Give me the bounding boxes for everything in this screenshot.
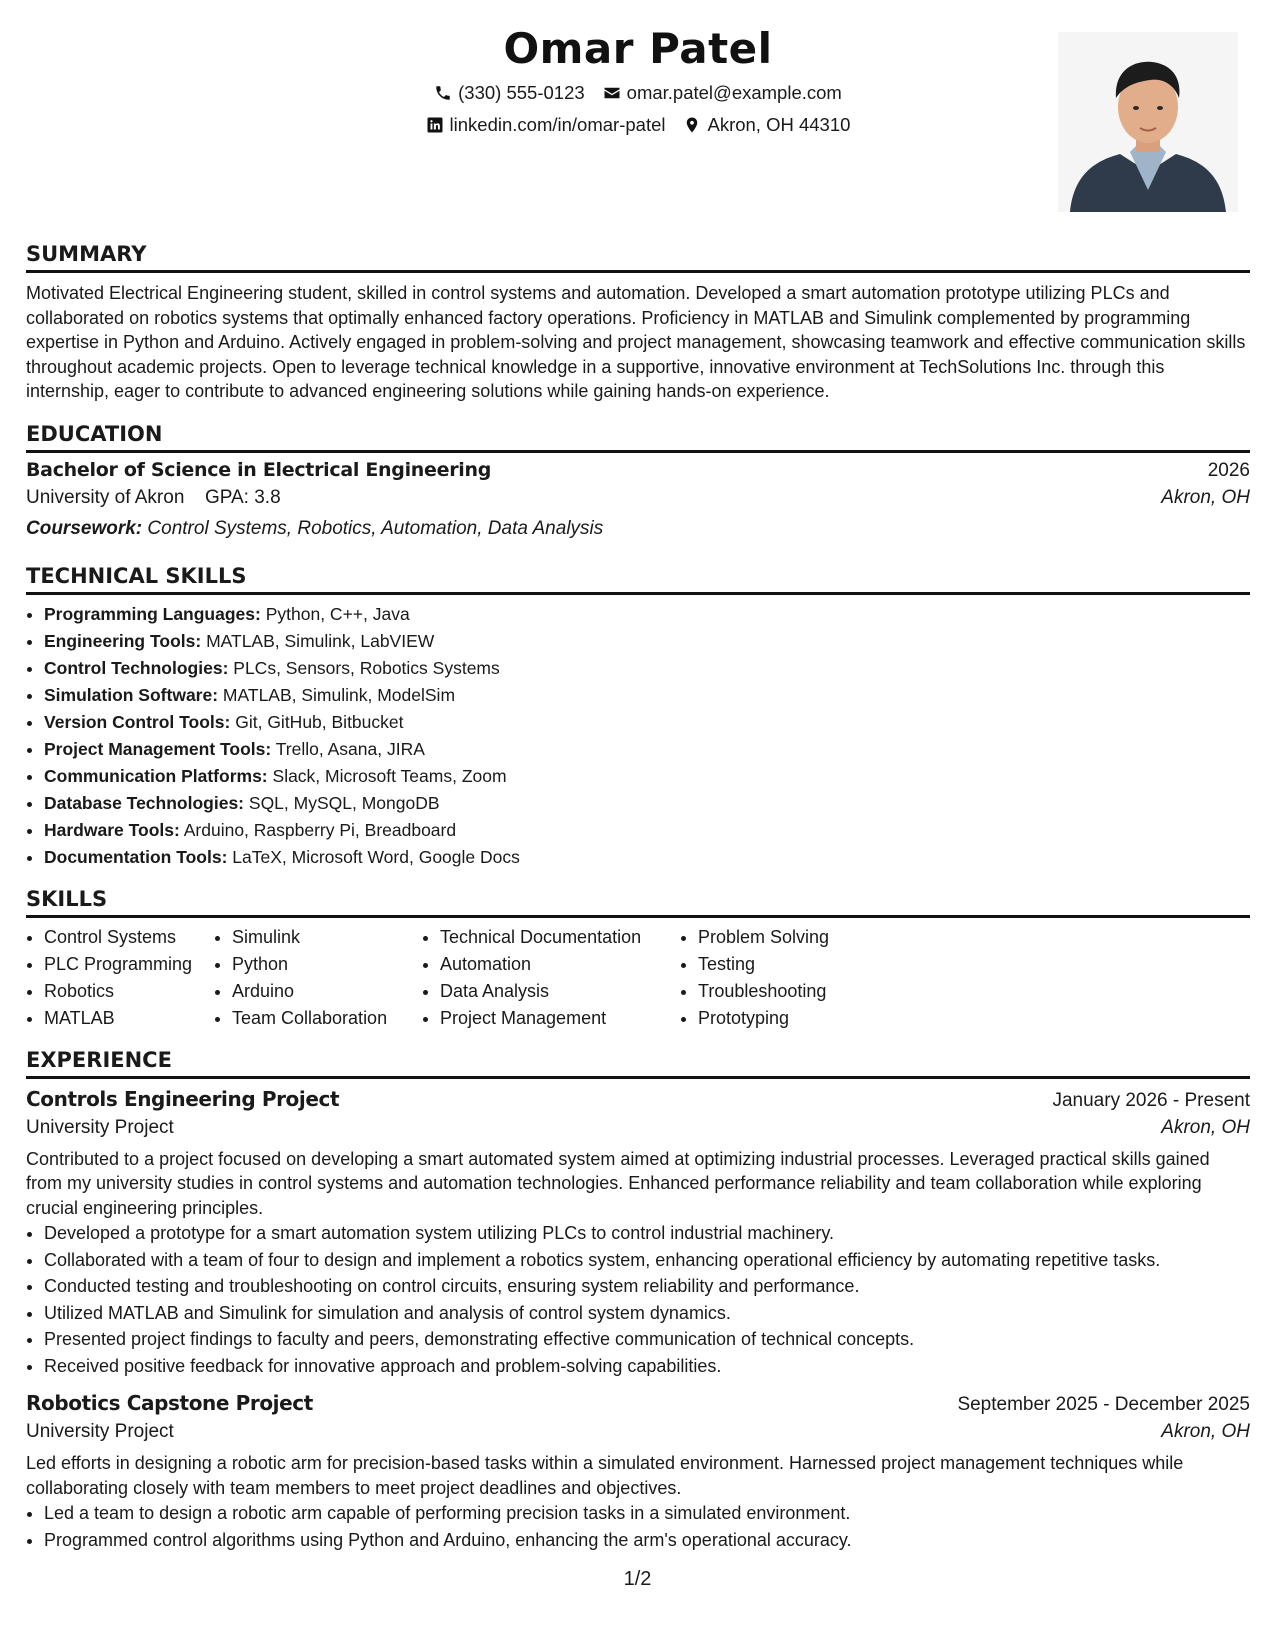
skill-item: • Project Management <box>440 1005 680 1032</box>
skill-item: • Automation <box>440 951 680 978</box>
list-item: • Collaborated with a team of four to design and implement a robotics system, enhancing operational efficiency by automating repetitive tasks. <box>44 1247 1250 1274</box>
skill-item: • Troubleshooting <box>698 978 898 1005</box>
list-item: • Utilized MATLAB and Simulink for simulation and analysis of control system dynamics. <box>44 1300 1250 1327</box>
technical-skills-heading: TECHNICAL SKILLS <box>26 562 1250 595</box>
project-title: Controls Engineering Project <box>26 1086 340 1111</box>
phone-text: (330) 555-0123 <box>458 82 585 103</box>
list-item <box>44 655 1250 682</box>
list-item <box>44 763 1250 790</box>
skills-grid <box>26 924 1250 1032</box>
skill-values: PLCs, Sensors, Robotics Systems <box>233 657 500 678</box>
school-name: University of Akron <box>26 486 185 508</box>
list-item <box>44 709 1250 736</box>
project-description: Led efforts in designing a robotic arm for precision-based tasks within a simulated environment. Harnessed project management techniques while collaborating closely with team members to meet project deadlines and objectives. <box>26 1453 1184 1498</box>
skill-values: Python, C++, Java <box>265 603 410 624</box>
project-bullets <box>26 1500 1250 1553</box>
project-title: Robotics Capstone Project <box>26 1391 313 1415</box>
skill-category: Communication Platforms: <box>44 765 268 786</box>
education-section <box>26 420 1250 544</box>
experience-entry <box>26 1391 1250 1553</box>
contact-linkedin[interactable] <box>426 110 666 140</box>
skill-category: Programming Languages: <box>44 603 261 624</box>
list-item <box>44 628 1250 655</box>
skills-column-1 <box>26 924 214 1032</box>
skill-values: SQL, MySQL, MongoDB <box>248 792 440 813</box>
skill-item: • Arduino <box>232 978 422 1005</box>
school-location: Akron, OH <box>1161 486 1250 508</box>
project-location: Akron, OH <box>1161 1116 1250 1138</box>
envelope-icon <box>603 84 621 102</box>
resume-header <box>26 22 1250 212</box>
technical-skills-list <box>26 601 1250 871</box>
linkedin-icon <box>426 116 444 134</box>
list-item <box>44 601 1250 628</box>
contact-location <box>683 110 850 140</box>
experience-section <box>26 1046 1250 1554</box>
summary-section <box>26 240 1250 404</box>
skill-item: • Testing <box>698 951 898 978</box>
linkedin-text: linkedin.com/in/omar-patel <box>449 114 666 135</box>
email-text: omar.patel@example.com <box>626 82 842 103</box>
skill-category: Simulation Software: <box>44 684 219 705</box>
project-dates: September 2025 - December 2025 <box>957 1394 1250 1415</box>
experience-title-row <box>26 1391 1250 1416</box>
education-row-1 <box>26 459 1250 482</box>
experience-title-row <box>26 1087 1250 1112</box>
list-item: • Programmed control algorithms using Python and Arduino, enhancing the arm's operational accuracy. <box>44 1527 1250 1554</box>
skill-values: MATLAB, Simulink, ModelSim <box>222 684 456 705</box>
project-dates: January 2026 - Present <box>1052 1089 1250 1111</box>
experience-sub-row <box>26 1416 1250 1447</box>
skill-item: • Technical Documentation <box>440 924 680 951</box>
skill-category: Control Technologies: <box>44 657 229 678</box>
gpa: GPA: 3.8 <box>204 486 281 508</box>
page-number: 1/2 <box>623 1568 652 1590</box>
summary-text: Motivated Electrical Engineering student, skilled in control systems and automation. Developed a smart automation prototype utilizing PLCs and collaborated on robotics systems that optimally enhanced factory operations. Proficiency in MATLAB and Simulink complemented by programming expertise in Python and Arduino. Actively engaged in problem-solving and project management, showcasing teamwork and effective communication skills throughout academic projects. Open to leverage technical knowledge in a supportive, innovative environment at TechSolutions Inc. through this internship, eager to contribute to advanced engineering solutions while gaining hands-on experience. <box>26 283 1246 401</box>
experience-heading: EXPERIENCE <box>26 1046 1250 1079</box>
list-item: • Presented project findings to faculty and peers, demonstrating effective communication of technical concepts. <box>44 1326 1250 1353</box>
project-org: University Project <box>26 1421 174 1442</box>
technical-skills-section <box>26 562 1250 871</box>
skill-category: Documentation Tools: <box>44 846 228 867</box>
list-item: • Developed a prototype for a smart automation system utilizing PLCs to control industrial machinery. <box>44 1220 1250 1247</box>
skills-heading: SKILLS <box>26 885 1250 918</box>
skills-section <box>26 885 1250 1032</box>
skills-column-3 <box>422 924 680 1032</box>
education-row-2 <box>26 482 1250 513</box>
profile-photo-illustration <box>1058 32 1238 212</box>
skill-item: • Robotics <box>44 978 214 1005</box>
degree-name: Bachelor of Science in Electrical Engineering <box>26 458 491 481</box>
project-bullets <box>26 1220 1250 1379</box>
skill-values: LaTeX, Microsoft Word, Google Docs <box>232 846 520 867</box>
graduation-year: 2026 <box>1207 459 1250 481</box>
skill-category: Version Control Tools: <box>44 711 231 732</box>
resume-page <box>26 22 1250 1553</box>
skills-column-2 <box>214 924 422 1032</box>
coursework-line <box>26 513 1250 544</box>
skill-item: • MATLAB <box>44 1005 214 1032</box>
experience-entry <box>26 1087 1250 1380</box>
project-location: Akron, OH <box>1161 1421 1250 1442</box>
list-item <box>44 790 1250 817</box>
skill-item: • PLC Programming <box>44 951 214 978</box>
skill-category: Hardware Tools: <box>44 819 180 840</box>
skill-item: • Data Analysis <box>440 978 680 1005</box>
skill-category: Engineering Tools: <box>44 630 202 651</box>
skill-category: Database Technologies: <box>44 792 245 813</box>
list-item <box>44 844 1250 871</box>
skill-values: Git, GitHub, Bitbucket <box>235 711 404 732</box>
skills-column-4 <box>680 924 898 1032</box>
project-description: Contributed to a project focused on developing a smart automated system aimed at optimizing industrial processes. Leveraged practical skills gained from my university studies in control systems and automation technologies. Enhanced performance reliability and team collaboration while exploring crucial engineering principles. <box>26 1148 1210 1218</box>
skill-item: • Python <box>232 951 422 978</box>
list-item <box>44 736 1250 763</box>
skill-values: Trello, Asana, JIRA <box>275 738 425 759</box>
skill-values: Arduino, Raspberry Pi, Breadboard <box>183 819 457 840</box>
skill-values: MATLAB, Simulink, LabVIEW <box>206 630 435 651</box>
phone-icon <box>434 84 452 102</box>
map-pin-icon <box>683 116 701 134</box>
coursework-label: Coursework: <box>26 517 143 539</box>
location-text: Akron, OH 44310 <box>707 114 851 135</box>
list-item <box>44 682 1250 709</box>
project-org: University Project <box>26 1116 174 1138</box>
skill-item: • Prototyping <box>698 1005 898 1032</box>
education-heading: EDUCATION <box>26 420 1250 453</box>
skill-category: Project Management Tools: <box>44 738 272 759</box>
skill-values: Slack, Microsoft Teams, Zoom <box>272 765 507 786</box>
skill-item: • Team Collaboration <box>232 1005 422 1032</box>
list-item: • Led a team to design a robotic arm capable of performing precision tasks in a simulated environment. <box>44 1500 1250 1527</box>
contact-email[interactable] <box>603 78 842 108</box>
experience-sub-row <box>26 1112 1250 1143</box>
skill-item: • Problem Solving <box>698 924 898 951</box>
candidate-name: Omar Patel <box>503 24 773 73</box>
profile-photo <box>1058 32 1238 212</box>
contact-phone[interactable] <box>434 78 585 108</box>
list-item <box>44 817 1250 844</box>
list-item: • Conducted testing and troubleshooting on control circuits, ensuring system reliability and performance. <box>44 1273 1250 1300</box>
list-item: • Received positive feedback for innovative approach and problem-solving capabilities. <box>44 1353 1250 1380</box>
summary-heading: SUMMARY <box>26 240 1250 273</box>
coursework-list: Control Systems, Robotics, Automation, Data Analysis <box>147 517 604 539</box>
skill-item: • Control Systems <box>44 924 214 951</box>
skill-item: • Simulink <box>232 924 422 951</box>
